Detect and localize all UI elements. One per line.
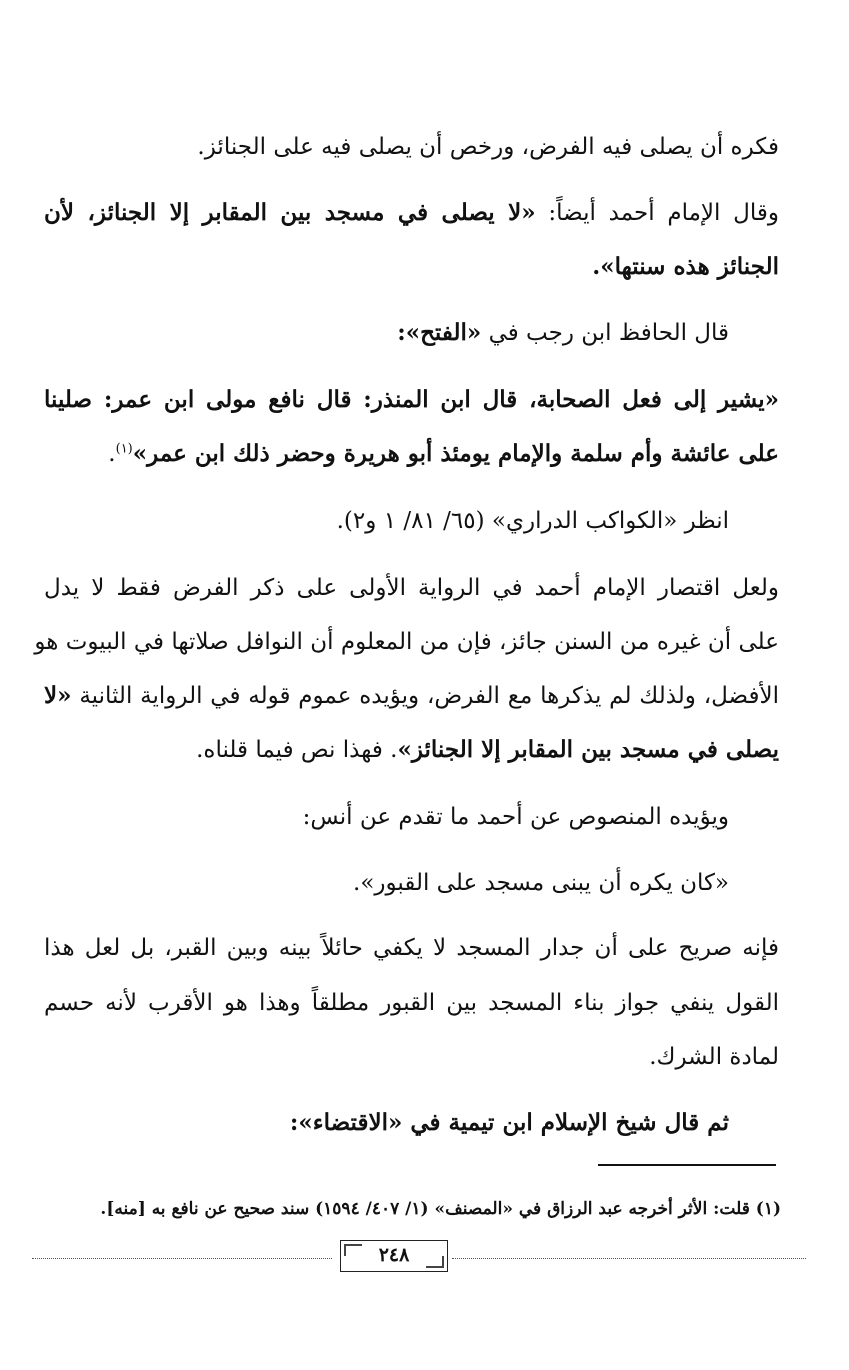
- text-line-14: فإنه صريح على أن جدار المسجد لا يكفي حائلاً بينه وبين القبر، بل لعل هذا: [44, 935, 779, 961]
- footnote-ref: (١): [115, 441, 133, 457]
- footer-dotted-line-right: [452, 1258, 806, 1259]
- text-line-17: ثم قال شيخ الإسلام ابن تيمية في «الاقتضاء»:: [289, 1109, 729, 1136]
- footnote: (١) قلت: الأثر أخرجه عبد الرزاق في «المصنف» (١/ ٤٠٧/ ١٥٩٤) سند صحيح عن نافع به [منه].: [100, 1199, 781, 1219]
- text-line-5: «يشير إلى فعل الصحابة، قال ابن المنذر: قال نافع مولى ابن عمر: صلينا: [44, 386, 779, 413]
- text-line-16: لمادة الشرك.: [649, 1044, 779, 1070]
- page-number: ٢٤٨: [378, 1244, 410, 1266]
- text-line-1: فكره أن يصلى فيه الفرض، ورخص أن يصلى فيه على الجنائز.: [197, 134, 779, 160]
- text-line-8: ولعل اقتصار الإمام أحمد في الرواية الأولى على ذكر الفرض فقط لا يدل: [44, 575, 779, 601]
- text-line-9: على أن غيره من السنن جائز، فإن من المعلوم أن النوافل صلاتها في البيوت هو: [34, 629, 779, 655]
- text-line-7: انظر «الكواكب الدراري» (٦٥/ ٨١/ ١ و٢).: [336, 508, 729, 534]
- text-line-4: قال الحافظ ابن رجب في «الفتح»:: [397, 319, 729, 346]
- text-line-13: «كان يكره أن يبنى مسجد على القبور».: [353, 870, 729, 896]
- footnote-separator: [598, 1164, 776, 1166]
- text-line-12: ويؤيده المنصوص عن أحمد ما تقدم عن أنس:: [302, 804, 729, 830]
- text-line-6: على عائشة وأم سلمة والإمام يومئذ أبو هريرة وحضر ذلك ابن عمر»$^{(١)}$.: [108, 440, 779, 467]
- text-line-3: الجنائز هذه سنتها».: [592, 253, 779, 280]
- text-line-2: وقال الإمام أحمد أيضاً: «لا يصلى في مسجد بين المقابر إلا الجنائز، لأن: [44, 199, 779, 226]
- text-line-15: القول ينفي جواز بناء المسجد بين القبور مطلقاً وهذا هو الأقرب لأنه حسم: [44, 990, 779, 1016]
- text-line-11: يصلى في مسجد بين المقابر إلا الجنائز». فهذا نص فيما قلناه.: [196, 736, 779, 763]
- footer-dotted-line-left: [32, 1258, 332, 1259]
- page-number-frame: [340, 1240, 448, 1272]
- text-line-10: الأفضل، ولذلك لم يذكرها مع الفرض، ويؤيده عموم قوله في الرواية الثانية «لا: [44, 682, 779, 709]
